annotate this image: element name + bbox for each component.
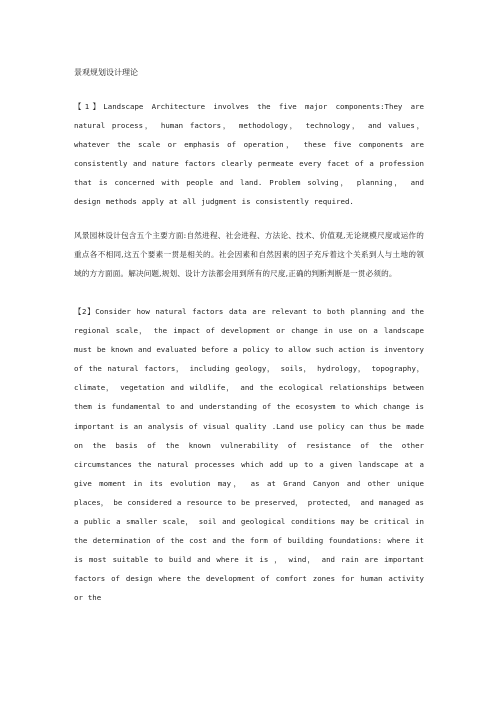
paragraph-1-chinese: 风景园林设计包含五个主要方面:自然进程、社会进程、方法论、技术、价值观,无论规模尺度或运作的重点各不相同,这五个要素一贯是相关的。社会因素和自然因素的因子充斥着这个关系到人与土地的领域的方方面面。解决问题,规划、设计方法都会用到所有的尺度,正确的判断判断是一贯必须的。 bbox=[74, 231, 424, 278]
document-title: 景观规划设计理论 bbox=[74, 68, 138, 77]
paragraph-2-english: 【2】Consider how natural factors data are relevant to both planning and the regional scale， the impact of development or change in use on a landscape must be known and evaluated before a policy to allow such action is inventory of the natural factors， including geology， soils， hydrology， topography， climate， vegetation and wildlife， and the ecological relationships between them is fundamental to and understanding of the ecosystem to which change is important is an analysis of visual quality .Land use policy can thus be made on the basis of the known vulnerability of resistance of the other circumstances the natural processes which add up to a given landscape at a give moment in its evolution may， as at Grand Canyon and other unique places， be considered a resource to be preserved， protected， and managed as a public a smaller scale， soil and geological conditions may be critical in the determination of the cost and the form of building foundations: where it is most suitable to build and where it is ， wind， and rain are important factors of design where the development of comfort zones for human activity or the bbox=[74, 307, 424, 603]
paragraph-1-english: 【1】Landscape Architecture involves the five major components:They are natural process， human factors， methodology， technology， and values， whatever the scale or emphasis of operation， these five components are consistently and nature factors clearly permeate every facet of a profession that is concerned with people and land. Problem solving， planning， and design methods apply at all judgment is consistently required. bbox=[74, 102, 424, 207]
